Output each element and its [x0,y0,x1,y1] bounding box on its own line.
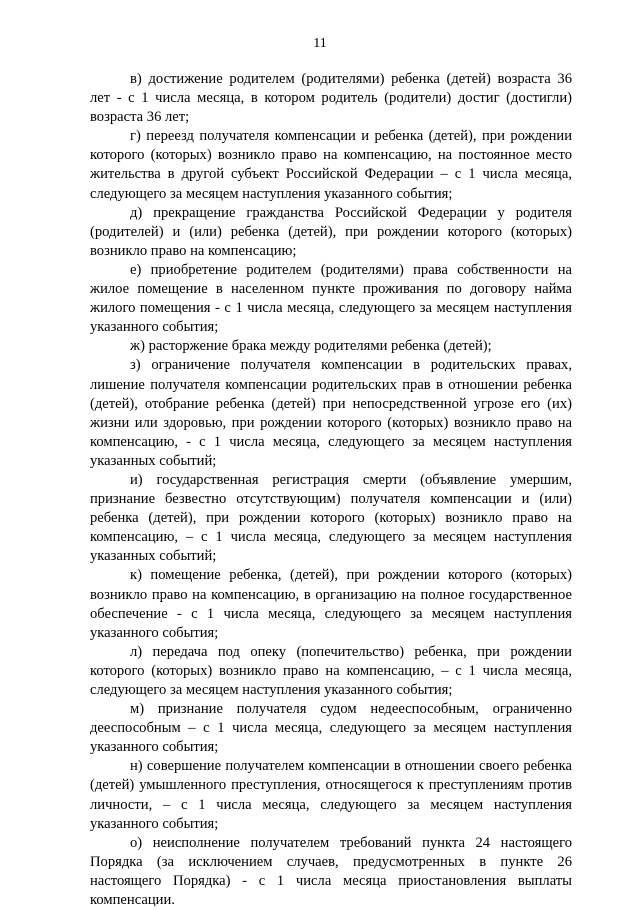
paragraph-i: и) государственная регистрация смерти (объявление умершим, признание безвестно отсутствующим) получателя компенсации и (или) ребенка (детей), при рождении которого (которых) возникло право на компенсацию, – с 1 числа месяца, следующего за месяцем наступления указанных событий; [90,471,572,565]
paragraph-m: м) признание получателя судом недееспособным, ограниченно дееспособным – с 1 числа месяца, следующего за месяцем наступления указанного события; [90,701,572,756]
paragraph-g: г) переезд получателя компенсации и ребенка (детей), при рождении которого (которых) возникло право на компенсацию, на постоянное место жительства в другой субъект Российской Федерации – с 1 числа месяца, следующего за месяцем наступления указанного события; [90,128,572,202]
paragraph-e: е) приобретение родителем (родителями) права собственности на жилое помещение в населенном пункте проживания по договору найма жилого помещения - с 1 числа месяца, следующего за месяцем наступления указанного события; [90,261,572,336]
paragraph-k: к) помещение ребенка, (детей), при рождении которого (которых) возникло право на компенсацию, в организацию на полное государственное обеспечение - с 1 числа месяца, следующего за месяцем наступления указанного события; [90,567,572,641]
paragraph-d: д) прекращение гражданства Российской Федерации у родителя (родителей) и (или) ребенка (детей), при рождении которого (которых) возникло право на компенсацию; [90,204,572,259]
paragraph-l: л) передача под опеку (попечительство) ребенка, при рождении которого (которых) возникло право на компенсацию, – с 1 числа месяца, следующего за месяцем наступления указанного события; [90,643,572,698]
document-body [90,70,572,910]
paragraph-zh: ж) расторжение брака между родителями ребенка (детей); [130,338,492,355]
paragraph-z: з) ограничение получателя компенсации в родительских правах, лишение получателя компенсации родительских прав в отношении ребенка (детей), отобрание ребенка (детей) при непосредственной угрозе его (их) жизни или здоровью, при рождении которого (которых) возникло право на компенсацию, - с 1 числа месяца, следующего за месяцем наступления указанных событий; [90,357,572,469]
paragraph-o: о) неисполнение получателем требований пункта 24 настоящего Порядка (за исключением случаев, предусмотренных в пункте 26 настоящего Порядка) - с 1 числа месяца приостановления выплаты компенсации. [90,834,572,909]
paragraph-n: н) совершение получателем компенсации в отношении своего ребенка (детей) умышленного преступления, относящегося к преступлениям против личности, – с 1 числа месяца, следующего за месяцем наступления указанного события; [90,758,572,832]
paragraph-v: в) достижение родителем (родителями) ребенка (детей) возраста 36 лет - с 1 числа месяца, в котором родитель (родители) достиг (достигли) возраста 36 лет; [90,71,572,126]
page-number: 11 [313,36,327,51]
